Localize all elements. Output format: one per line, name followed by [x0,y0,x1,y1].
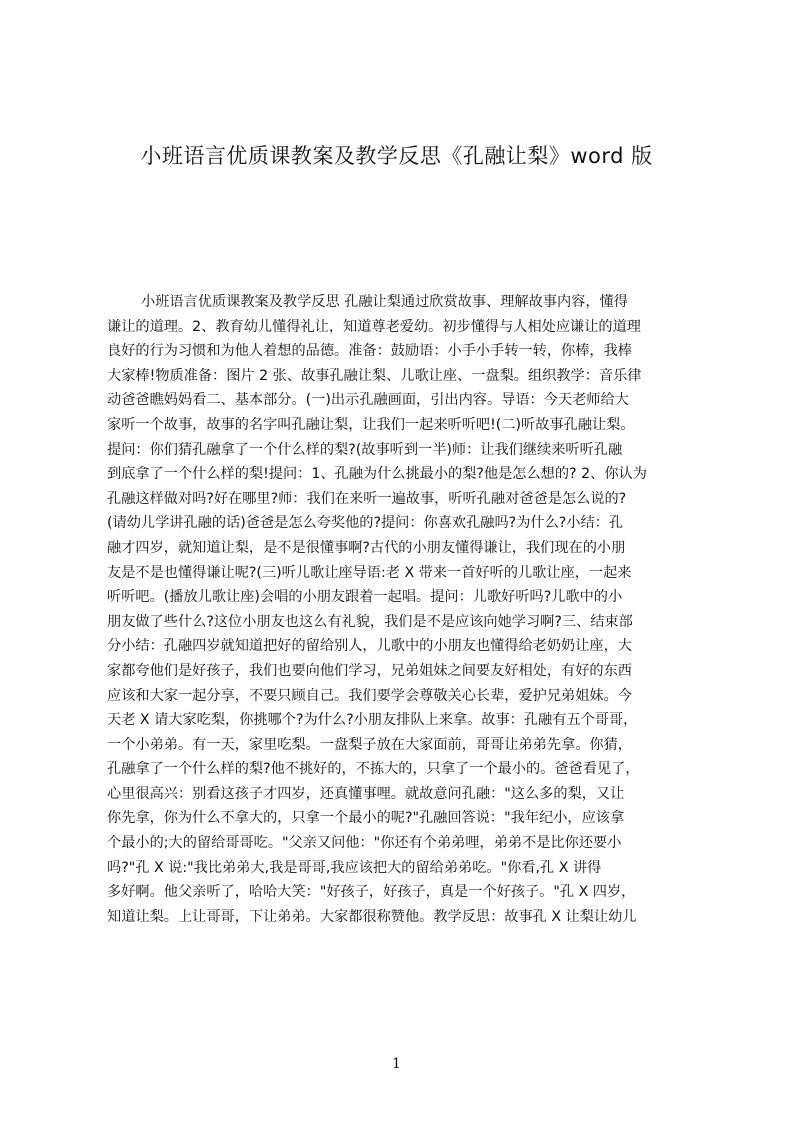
body-line: 到底拿了一个什么样的梨!提问：1、孔融为什么挑最小的梨?他是怎么想的? 2、你认为 [107,466,647,483]
body-line: 融才四岁，就知道让梨，是不是很懂事啊?古代的小朋友懂得谦让，我们现在的小朋 [107,539,626,556]
body-line: 一个小弟弟。有一天，家里吃梨。一盘梨子放在大家面前，哥哥让弟弟先拿。你猜， [107,736,632,753]
body-line: 孔融这样做对吗?好在哪里?师：我们在来听一遍故事，听听孔融对爸爸是怎么说的? [107,490,627,507]
body-line: 友是不是也懂得谦让呢?(三)听儿歌让座导语:老 X 带来一首好听的儿歌让座，一起来 [107,564,632,581]
body-line: 心里很高兴：别看这孩子才四岁，还真懂事哩。就故意问孔融："这么多的梨，又让 [107,785,625,802]
body-line: 分小结：孔融四岁就知道把好的留给别人，儿歌中的小朋友也懂得给老奶奶让座，大 [107,638,632,655]
body-line: 知道让梨。上让哥哥，下让弟弟。大家都很称赞他。教学反思：故事孔 X 让梨让幼儿 [107,908,637,925]
body-line: 多好啊。他父亲听了，哈哈大笑："好孩子，好孩子，真是一个好孩子。"孔 X 四岁， [107,884,636,901]
body-line: 天老 X 请大家吃梨，你挑哪个?为什么?小朋友排队上来拿。故事：孔融有五个哥哥， [107,712,638,729]
body-line: 谦让的道理。2、教育幼儿懂得礼让，知道尊老爱幼。初步懂得与人相处应谦让的道理 [107,318,641,335]
body-line: 你先拿，你为什么不拿大的，只拿一个最小的呢?"孔融回答说："我年纪小，应该拿 [107,810,625,827]
body-line: 提问：你们猜孔融拿了一个什么样的梨?(故事听到一半)师：让我们继续来听听孔融 [107,441,623,458]
body-line: 听听吧。(播放儿歌让座)会唱的小朋友跟着一起唱。提问：儿歌好听吗?儿歌中的小 [107,589,623,606]
body-line: 小班语言优质课教案及教学反思 孔融让梨通过欣赏故事、理解故事内容，懂得 [141,294,628,310]
body-line: 朋友做了些什么?这位小朋友也这么有礼貌，我们是不是应该向她学习啊?三、结束部 [107,613,633,630]
body-line: 应该和大家一起分享，不要只顾自己。我们要学会尊敬关心长辈，爱护兄弟姐妹。今 [107,687,632,704]
body-line: 吗?"孔 X 说:"我比弟弟大,我是哥哥,我应该把大的留给弟弟吃。"你看,孔 X 讲得 [107,859,602,876]
body-line: 大家棒!物质准备：图片 2 张、故事孔融让梨、儿歌让座、一盘梨。组织教学：音乐律 [107,367,642,384]
body-line: 良好的行为习惯和为他人着想的品德。准备：鼓励语：小手小手转一转，你棒，我棒 [107,343,632,360]
document-title: 小班语言优质课教案及教学反思《孔融让梨》word 版 [140,144,653,168]
page-number: 1 [392,1056,401,1072]
body-line: 孔融拿了一个什么样的梨?他不挑好的，不拣大的，只拿了一个最小的。爸爸看见了， [107,761,640,778]
body-line: (请幼儿学讲孔融的话)爸爸是怎么夸奖他的?提问：你喜欢孔融吗?为什么?小结：孔 [107,515,624,532]
body-line: 个最小的;大的留给哥哥吃。"父亲又问他："你还有个弟弟哩，弟弟不是比你还要小 [107,835,622,852]
body-line: 家听一个故事，故事的名字叫孔融让梨，让我们一起来听听吧!(二)听故事孔融让梨。 [107,416,635,433]
body-line: 动爸爸瞧妈妈看二、基本部分。(一)出示孔融画面，引出内容。导语：今天老师给大 [107,392,629,409]
body-line: 家都夸他们是好孩子，我们也要向他们学习，兄弟姐妹之间要友好相处，有好的东西 [107,662,632,679]
document-body [107,290,696,1010]
